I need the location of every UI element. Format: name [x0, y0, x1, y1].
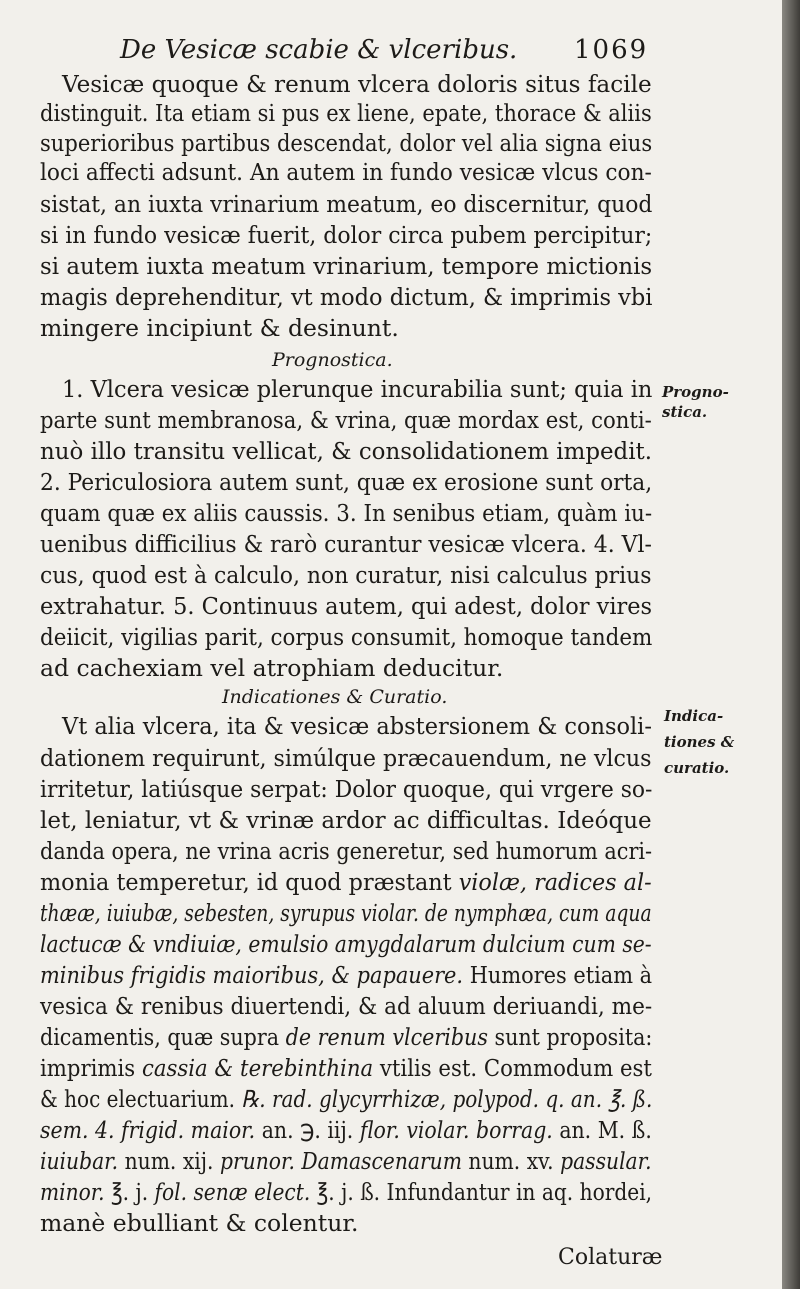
text-line-35: [40, 1178, 652, 1206]
line-30-italic: de renum vlceribus: [285, 1023, 488, 1051]
text-line-20: Vt alia vlcera, ita & vesicæ abstersionem & consoli-: [62, 712, 652, 740]
text-line-29: vesica & renibus diuertendi, & ad aluum deriuandi, me-: [40, 992, 653, 1020]
text-line-31: [40, 1054, 652, 1082]
text-line-16: cus, quod est à calculo, non curatur, nisi calculus prius: [40, 561, 652, 589]
text-line-15: uenibus difficilius & rarò curantur vesicæ vlcera. 4. Vl-: [40, 530, 652, 558]
text-line-4: loci affecti adsunt. An autem in fundo vesicæ vlcus con-: [40, 158, 652, 186]
line-30-roman-2: sunt proposita:: [494, 1023, 653, 1051]
line-27-italic: lactucæ & vndiuiæ, emulsio amygdalarum dulcium cum se-: [40, 930, 652, 958]
text-line-32: [40, 1085, 652, 1113]
line-35-italic-2: fol. senæ elect.: [154, 1178, 311, 1206]
text-line-9: mingere incipiunt & desinunt.: [40, 314, 399, 342]
text-line-23: let, leniatur, vt & vrinæ ardor ac difficultas. Ideóque: [40, 806, 652, 834]
margin-note-prognostica-2: stica.: [662, 403, 708, 421]
text-line-28: [40, 961, 652, 989]
line-35-roman: ℥. j.: [110, 1178, 149, 1206]
line-31-roman-2: vtilis est. Commodum est: [379, 1054, 652, 1082]
catchword: Colaturæ: [558, 1245, 663, 1270]
text-line-11: parte sunt membranosa, & vrina, quæ mordax est, conti-: [40, 406, 652, 434]
text-line-34: [40, 1147, 652, 1175]
text-line-25: [40, 868, 652, 896]
line-31-roman: imprimis: [40, 1054, 136, 1082]
line-33-roman: an. ℈. iij.: [261, 1116, 354, 1144]
line-25-roman: monia temperetur, id quod præstant: [40, 868, 452, 896]
text-line-27: [40, 930, 652, 958]
text-line-18: deiicit, vigilias parit, corpus consumit, homoque tandem: [40, 623, 653, 651]
line-28-italic: minibus frigidis maioribus, & papauere.: [40, 961, 464, 989]
text-line-2: distinguit. Ita etiam si pus ex liene, epate, thorace & aliis: [40, 99, 652, 127]
text-line-7: si autem iuxta meatum vrinarium, tempore mictionis: [40, 252, 653, 280]
heading-prognostica: Prognostica.: [272, 349, 393, 371]
margin-note-prognostica-1: Progno-: [662, 383, 729, 401]
margin-note-indicationes-3: curatio.: [664, 759, 730, 777]
margin-note-indicationes-2: tiones &: [664, 733, 735, 751]
line-34-italic-2: prunor. Damascenarum: [219, 1147, 462, 1175]
line-28-roman: Humores etiam à: [469, 961, 653, 989]
line-33-italic: sem. 4. frigid. maior.: [40, 1116, 256, 1144]
text-line-19: ad cachexiam vel atrophiam deducitur.: [40, 654, 504, 682]
heading-indicationes: Indicationes & Curatio.: [222, 686, 448, 708]
line-34-roman: num. xij.: [124, 1147, 214, 1175]
text-line-17: extrahatur. 5. Continuus autem, qui adest, dolor vires: [40, 592, 653, 620]
line-35-roman-2: ℥. j. ß. Infundantur in aq. hordei,: [316, 1178, 653, 1206]
line-31-italic: cassia & terebinthina: [141, 1054, 374, 1082]
text-line-10: 1. Vlcera vesicæ plerunque incurabilia sunt; quia in: [62, 375, 653, 403]
text-line-26: [40, 899, 652, 927]
running-title: De Vesicæ scabie & vlceribus.: [120, 35, 518, 65]
text-line-8: magis deprehenditur, vt modo dictum, & imprimis vbi: [40, 283, 653, 311]
line-26-italic: thææ, iuiubæ, sebesten, syrupus violar. de nymphæa, cum aqua: [40, 899, 652, 927]
line-34-italic-3: passular.: [560, 1147, 652, 1175]
line-35-italic: minor.: [40, 1178, 105, 1206]
margin-note-indicationes-1: Indica-: [664, 707, 724, 725]
line-32-italic: ℞. rad. glycyrrhizæ, polypod. q. an. ℥. ß.: [241, 1085, 653, 1113]
text-line-13: 2. Periculosiora autem sunt, quæ ex erosione sunt orta,: [40, 468, 653, 496]
text-line-30: [40, 1023, 652, 1051]
text-line-1: Vesicæ quoque & renum vlcera doloris situs facile: [62, 70, 652, 98]
text-line-5: sistat, an iuxta vrinarium meatum, eo discernitur, quod: [40, 190, 653, 218]
line-33-italic-2: flor. violar. borrag.: [359, 1116, 553, 1144]
text-line-3: superioribus partibus descendat, dolor vel alia signa eius: [40, 129, 653, 157]
page-number: 1069: [574, 35, 649, 65]
text-line-21: dationem requirunt, simúlque præcauendum, ne vlcus: [40, 744, 652, 772]
line-34-roman-2: num. xv.: [468, 1147, 554, 1175]
line-25-italic: violæ, radices al-: [458, 868, 652, 896]
text-line-12: nuò illo transitu vellicat, & consolidationem impedit.: [40, 437, 653, 465]
text-line-14: quam quæ ex aliis caussis. 3. In senibus etiam, quàm iu-: [40, 499, 653, 527]
text-line-36: manè ebulliant & colentur.: [40, 1209, 359, 1237]
line-30-roman: dicamentis, quæ supra: [40, 1023, 280, 1051]
text-line-6: si in fundo vesicæ fuerit, dolor circa pubem percipitur;: [40, 221, 653, 249]
text-line-22: irritetur, latiúsque serpat: Dolor quoque, qui vrgere so-: [40, 775, 653, 803]
line-33-roman-2: an. M. ß.: [559, 1116, 652, 1144]
line-32-roman: & hoc electuarium.: [40, 1085, 235, 1113]
text-line-33: [40, 1116, 652, 1144]
line-34-italic: iuiubar.: [40, 1147, 119, 1175]
text-line-24: danda opera, ne vrina acris generetur, sed humorum acri-: [40, 837, 653, 865]
page-edge-shadow: [782, 0, 800, 1289]
